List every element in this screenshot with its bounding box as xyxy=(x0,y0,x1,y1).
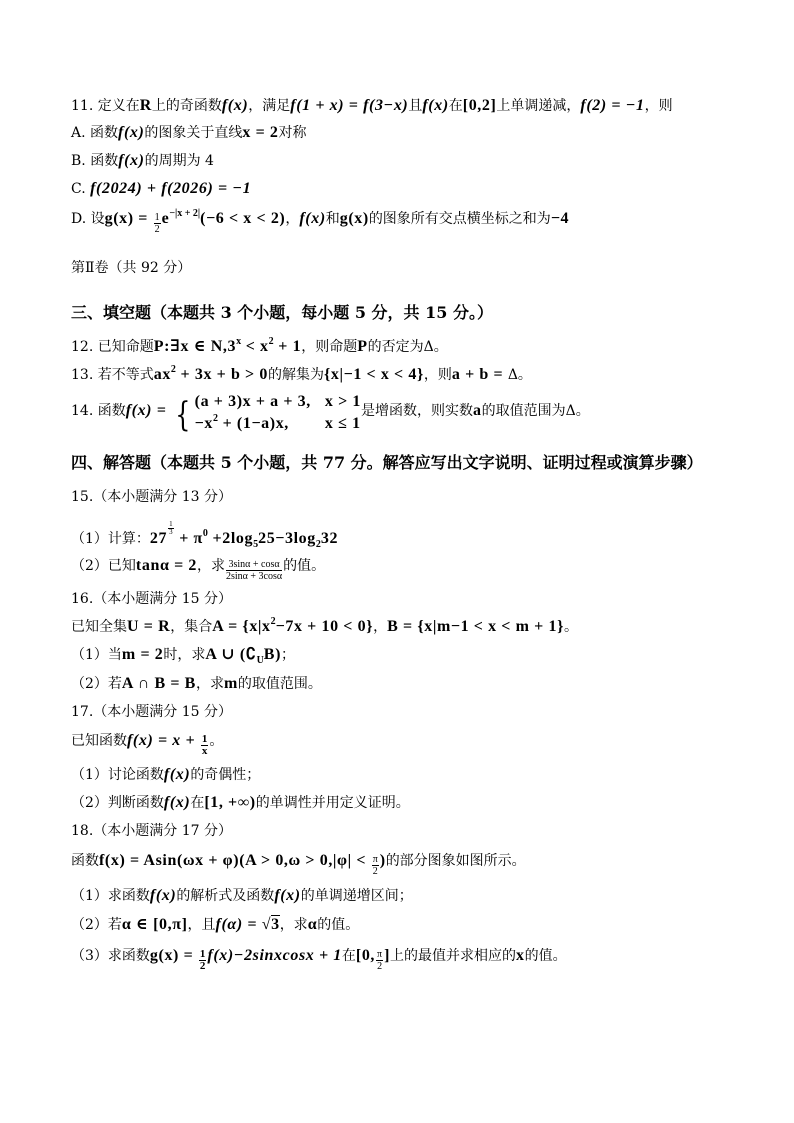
math-expression: 27 xyxy=(149,530,168,547)
question-text: 。 xyxy=(209,733,224,749)
superscript: 2 xyxy=(268,336,274,347)
piecewise-brace: { xyxy=(175,395,191,435)
question-11-stem xyxy=(71,96,673,120)
math-expression: f(x) xyxy=(163,766,191,783)
question-text: ，集合 xyxy=(170,619,213,635)
option-text: D. 设 xyxy=(71,211,105,227)
option-text: ， xyxy=(285,211,300,227)
question-18-part-2 xyxy=(71,915,359,939)
fraction-denominator: x xyxy=(201,744,208,757)
math-expression: f(α) = xyxy=(215,916,262,933)
sqrt-radicand: 3 xyxy=(271,916,280,933)
math-expression: ] xyxy=(384,947,391,964)
question-text: 已知函数 xyxy=(71,733,127,749)
option-text: 的图象所有交点横坐标之和为 xyxy=(368,211,551,227)
case-1-expression xyxy=(195,393,311,415)
question-text: ，则 xyxy=(423,367,452,383)
question-header: 18.（本小题满分 17 分） xyxy=(71,823,232,839)
math-expression: + 1 xyxy=(273,338,302,355)
question-header: 15.（本小题满分 13 分） xyxy=(71,489,232,505)
question-text: 的单调性并用定义证明。 xyxy=(255,795,410,811)
part-2-title xyxy=(71,258,191,282)
question-text: （1）讨论函数 xyxy=(71,767,164,783)
question-text: ，且 xyxy=(187,917,216,933)
fraction xyxy=(226,559,282,582)
math-expression: m xyxy=(223,675,238,692)
question-text: 的单调递增区间； xyxy=(300,888,413,904)
subscript: 2 xyxy=(315,539,321,550)
fraction-numerator: 3sinα + cosα xyxy=(226,559,282,571)
math-expression: + π xyxy=(174,530,203,547)
question-header: 16.（本小题满分 15 分） xyxy=(71,591,232,607)
question-text: 13. 若不等式 xyxy=(71,367,154,383)
math-expression: ) xyxy=(379,852,386,869)
question-text: 的解析式及函数 xyxy=(176,888,275,904)
superscript: 2 xyxy=(270,616,276,627)
option-text: 和 xyxy=(325,211,340,227)
question-text: 是增函数，则实数 xyxy=(361,403,474,419)
option-text: C. xyxy=(71,181,91,197)
question-text: 上单调递减， xyxy=(496,98,581,114)
question-18-stem xyxy=(71,851,526,877)
math-expression: g(x) = xyxy=(149,947,198,964)
question-18-part-1 xyxy=(71,886,413,910)
case-2-condition xyxy=(325,415,361,437)
question-text: 14. 函数 xyxy=(71,403,126,419)
math-expression: f(x) = xyxy=(125,402,172,419)
fraction xyxy=(154,212,161,235)
question-15-part-1 xyxy=(71,521,338,553)
math-expression: f(x) xyxy=(163,794,191,811)
question-16-part-2 xyxy=(71,674,322,698)
question-text: ，求 xyxy=(197,558,225,574)
superscript: 0 xyxy=(202,528,208,539)
math-expression: x > 1 xyxy=(324,393,362,410)
question-text: （1）当 xyxy=(71,647,122,663)
question-text: ，求 xyxy=(279,917,308,933)
question-text: 上的最值并求相应的 xyxy=(390,948,517,964)
math-expression: (a + 3)x + a + 3, xyxy=(194,393,311,410)
math-expression: f(x) xyxy=(422,97,449,114)
option-text: 对称 xyxy=(278,125,307,141)
fraction-denominator: 3 xyxy=(169,528,173,536)
part-title-text: 第Ⅱ卷（共 92 分） xyxy=(71,260,192,276)
math-expression: f(x) xyxy=(118,152,145,169)
math-expression: f(x) xyxy=(299,210,326,227)
fraction-denominator: 2 xyxy=(154,223,160,235)
math-expression: −7x + 10 < 0} xyxy=(275,618,374,635)
option-text: 的图象关于直线 xyxy=(144,125,243,141)
question-text: 的奇偶性； xyxy=(190,767,261,783)
math-expression: tanα = 2 xyxy=(135,557,197,574)
math-expression: a + b = xyxy=(451,366,508,383)
math-expression: + (1−a)x, xyxy=(218,415,289,432)
superscript: x xyxy=(236,336,242,347)
math-expression: −4 xyxy=(550,210,570,227)
fraction-numerator: 1 xyxy=(201,732,208,745)
question-17-stem xyxy=(71,731,223,757)
math-expression: f(x)−2sinxcosx + 1 xyxy=(207,947,342,964)
superscript: −|x + 2| xyxy=(169,208,201,219)
math-expression: g(x) = xyxy=(104,210,153,227)
question-text: 的取值范围为Δ。 xyxy=(481,403,590,419)
math-expression: A = {x|x xyxy=(212,618,271,635)
math-expression: f(x) xyxy=(221,97,249,114)
question-text: 的值。 xyxy=(524,948,567,964)
question-16-part-1 xyxy=(71,645,295,669)
math-expression: α xyxy=(307,916,318,933)
question-text: （3）求函数 xyxy=(71,948,150,964)
fraction-denominator: 2 xyxy=(372,865,378,877)
question-15-header xyxy=(71,487,232,511)
math-expression: R xyxy=(139,97,152,114)
math-expression: α ∈ [0,π] xyxy=(121,916,188,933)
fraction-numerator: 1 xyxy=(154,211,160,223)
math-expression: f(x) xyxy=(118,124,145,141)
question-text: 的解集为 xyxy=(267,367,324,383)
math-expression: f(x) xyxy=(149,887,177,904)
fraction-numerator: π xyxy=(372,853,378,865)
question-text: ， xyxy=(373,619,388,635)
superscript: 2 xyxy=(170,364,176,375)
case-1-condition xyxy=(325,393,361,415)
option-text: 的周期为 4 xyxy=(144,153,214,169)
math-expression: x = 2 xyxy=(242,124,279,141)
fraction-denominator: 2 xyxy=(377,960,383,972)
question-text: 的否定为Δ。 xyxy=(367,339,448,355)
question-11-option-b xyxy=(71,151,214,175)
question-text: 上的奇函数 xyxy=(151,98,222,114)
math-expression: B = {x|m−1 < x < m + 1} xyxy=(387,618,564,635)
question-text: ，求 xyxy=(195,676,224,692)
math-expression: P:∃x ∈ N,3 xyxy=(153,338,237,355)
question-text: （2）判断函数 xyxy=(71,795,164,811)
question-text: 函数 xyxy=(71,853,99,869)
question-text: 的部分图象如图所示。 xyxy=(385,853,526,869)
fraction-numerator: 1 xyxy=(169,520,173,528)
fraction xyxy=(376,949,383,972)
question-text: Δ。 xyxy=(507,367,532,383)
math-expression: (−6 < x < 2) xyxy=(200,210,286,227)
question-13 xyxy=(71,365,532,389)
piecewise-cases xyxy=(195,393,361,437)
section-heading: 四、解答题（本题共 5 个小题，共 77 分。解答应写出文字说明、证明过程或演算步骤） xyxy=(71,453,703,472)
question-text: （2）若 xyxy=(71,676,122,692)
math-expression: B) xyxy=(263,646,281,663)
question-16-stem xyxy=(71,617,578,641)
question-14 xyxy=(71,393,590,437)
section-3-title xyxy=(71,303,493,328)
question-11-option-a xyxy=(71,123,307,147)
question-text: 11. 定义在 xyxy=(71,98,140,114)
math-expression: +2log xyxy=(207,530,254,547)
fraction-denominator: 2sinα + 3cosα xyxy=(226,570,283,582)
math-expression: [0,2] xyxy=(462,97,497,114)
option-text: A. 函数 xyxy=(71,125,119,141)
question-12 xyxy=(71,337,448,361)
math-expression: 32 xyxy=(320,530,339,547)
section-4-title xyxy=(71,453,703,478)
math-expression: e xyxy=(161,210,170,227)
question-17-header xyxy=(71,702,232,726)
math-expression: g(x) xyxy=(339,210,369,227)
question-text: 在 xyxy=(448,98,463,114)
question-text: ，则 xyxy=(644,98,673,114)
subscript: 5 xyxy=(253,539,259,550)
question-18-header xyxy=(71,821,232,845)
question-11-option-c xyxy=(71,179,251,203)
math-expression: [1, +∞) xyxy=(204,794,256,811)
question-text: 12. 已知命题 xyxy=(71,339,154,355)
question-text: 已知全集 xyxy=(71,619,127,635)
fraction-numerator: π xyxy=(377,948,383,960)
question-text: 且 xyxy=(408,98,423,114)
math-expression: ax xyxy=(153,366,171,383)
math-expression: f(2) = −1 xyxy=(580,97,645,114)
subscript: U xyxy=(256,655,264,666)
math-expression: U = R xyxy=(127,618,171,635)
question-text: 在 xyxy=(341,948,356,964)
fraction-numerator: 1 xyxy=(199,947,206,960)
case-2-expression xyxy=(195,415,311,437)
math-expression: f(2024) + f(2026) = −1 xyxy=(90,180,252,197)
math-expression: f(x) = Asin(ωx + φ)(A > 0,ω > 0,|φ| < xyxy=(99,852,371,869)
fraction xyxy=(199,949,207,972)
question-text: ，满足 xyxy=(248,98,291,114)
math-expression: x ≤ 1 xyxy=(324,415,361,432)
question-16-header xyxy=(71,589,232,613)
option-text: B. 函数 xyxy=(71,153,119,169)
math-expression: f(1 + x) = f(3−x) xyxy=(290,97,409,114)
question-text: 的值。 xyxy=(317,917,360,933)
question-17-part-1 xyxy=(71,765,260,789)
math-expression: A ∩ B = B xyxy=(121,675,196,692)
question-text: 在 xyxy=(190,795,205,811)
math-expression: −x xyxy=(194,415,213,432)
fraction-denominator: 2 xyxy=(199,959,206,972)
question-text: （2）已知 xyxy=(71,558,136,574)
math-expression: x xyxy=(516,947,525,964)
question-text: （2）若 xyxy=(71,917,122,933)
section-heading: 三、填空题（本题共 3 个小题，每小题 5 分，共 15 分。） xyxy=(71,303,493,322)
math-expression: 25−3log xyxy=(258,530,316,547)
question-header: 17.（本小题满分 15 分） xyxy=(71,704,232,720)
question-text: 的值。 xyxy=(283,558,326,574)
sqrt-sign: √ xyxy=(261,916,272,933)
math-expression: + 3x + b > 0 xyxy=(175,366,268,383)
fraction xyxy=(201,734,209,757)
math-expression: P xyxy=(357,338,368,355)
math-expression: < x xyxy=(241,338,269,355)
question-text: 。 xyxy=(563,619,578,635)
question-text: 时，求 xyxy=(163,647,206,663)
math-expression: [0, xyxy=(355,947,376,964)
math-expression: A ∪ (∁ xyxy=(205,646,257,663)
question-text: 的取值范围。 xyxy=(237,676,322,692)
question-18-part-3 xyxy=(71,946,567,972)
math-expression: f(x) = x + xyxy=(127,732,200,749)
math-expression: {x|−1 < x < 4} xyxy=(323,366,424,383)
superscript: 2 xyxy=(213,413,218,424)
question-text: ，则命题 xyxy=(301,339,358,355)
exponent-fraction xyxy=(168,521,174,536)
math-expression: a xyxy=(473,402,482,419)
question-text: ； xyxy=(281,647,295,663)
question-15-part-2 xyxy=(71,556,325,582)
question-17-part-2 xyxy=(71,793,410,817)
math-expression: f(x) xyxy=(274,887,301,904)
question-text: （1）求函数 xyxy=(71,888,150,904)
question-11-option-d xyxy=(71,209,569,235)
question-text: （1）计算： xyxy=(71,531,150,547)
math-expression: m = 2 xyxy=(121,646,164,663)
fraction xyxy=(372,854,379,877)
